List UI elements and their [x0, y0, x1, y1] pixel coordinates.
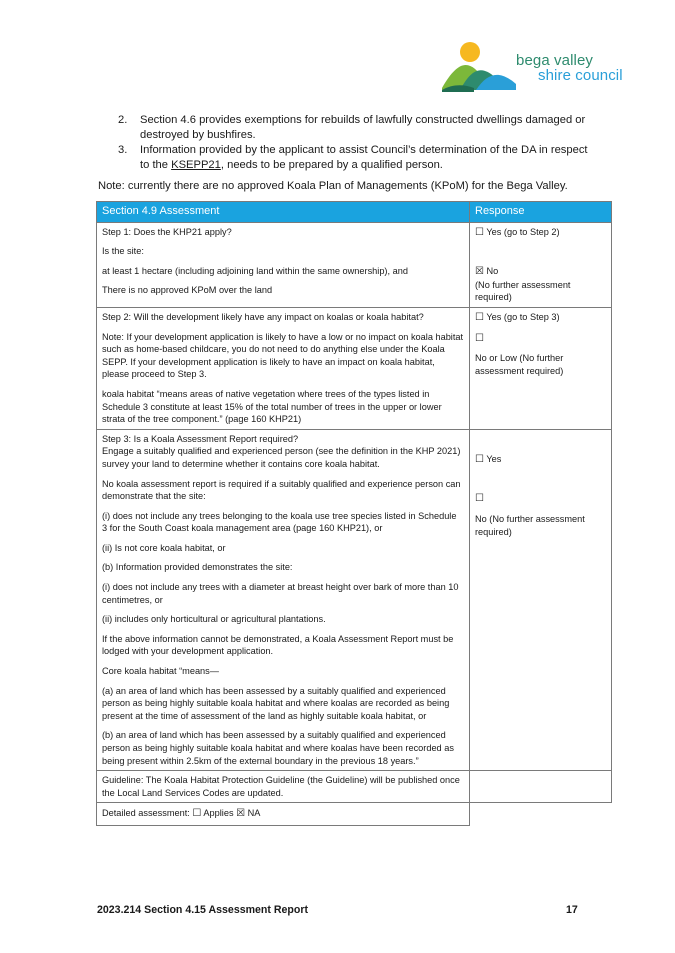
list-number: 2.: [118, 114, 128, 126]
detailed-label: Detailed assessment:: [102, 808, 190, 819]
logo-text-line2: shire council: [538, 67, 623, 84]
step3-no-checkbox[interactable]: ☐: [475, 493, 484, 505]
applies-label: Applies: [203, 808, 234, 819]
list-item: [118, 143, 588, 173]
list-text: Section 4.6 provides exemptions for rebuilds of lawfully constructed dwellings damaged or destroyed by bushfires.: [140, 114, 586, 141]
step3-text: (a) an area of land which has been assessed by a suitably qualified and experienced person as being highly suitable koala habitat and where koalas are recorded as being present at the time of assessment of the land as highly suitable koala habitat, or: [102, 685, 450, 721]
list-text-pre: Information provided by the applicant to assist Council’s determination of the DA in respect to the: [140, 144, 588, 171]
step3-yes-label: Yes: [486, 453, 502, 464]
step1-yes-label: Yes (go to Step 2): [486, 226, 560, 237]
assessment-table: [96, 201, 612, 826]
step3-text: Engage a suitably qualified and experienced person (see the definition in the KHP 2021) survey your land to determine whether it contains core koala habitat.: [102, 446, 461, 469]
step3-text: Core koala habitat “means—: [102, 666, 219, 677]
table-row-step2: [97, 307, 612, 429]
applies-checkbox[interactable]: ☐: [192, 808, 202, 820]
step1-no-checkbox[interactable]: ☒: [475, 266, 484, 278]
step1-text: There is no approved KPoM over the land: [102, 285, 273, 296]
step3-yes-checkbox[interactable]: ☐: [475, 453, 484, 465]
step1-text: Is the site:: [102, 246, 144, 257]
list-number: 3.: [118, 144, 128, 156]
step3-question-cell: [97, 429, 470, 770]
step3-text: No koala assessment report is required if a suitably qualified and experience person can demonstrate that the site:: [102, 478, 461, 502]
step2-definition: koala habitat “means areas of native vegetation where trees of the types listed in Schedule 3 constitute at least 15% of the total number of trees in the upper or lower strata of the tree component.” (page 160 KHP21): [102, 388, 442, 425]
step3-text: (i) does not include any trees with a diameter at breast height over bark of more than 10 centimetres, or: [102, 582, 459, 605]
detailed-response-cell: [470, 803, 612, 826]
table-row-step1: [97, 222, 612, 307]
step2-no-checkbox[interactable]: ☐: [475, 332, 484, 344]
na-label: NA: [247, 808, 261, 819]
step2-question-cell: [97, 307, 470, 429]
step3-text: (b) Information provided demonstrates the site:: [102, 562, 293, 573]
step1-no-label: No: [486, 266, 499, 277]
step3-no-label: No (No further assessment required): [475, 513, 585, 537]
step2-note: Note: If your development application is likely to have a low or no impact on koala habitat such as home-based childcare, you do not need to do anything else under the Koala SEPP. If your development application is likely to have an impact on koala habitat, please proceed to Step 3.: [102, 331, 464, 380]
step1-text: at least 1 hectare (including adjoining land within the same ownership), and: [102, 265, 408, 276]
detailed-assessment-cell: [97, 803, 470, 826]
step2-yes-label: Yes (go to Step 3): [486, 311, 560, 322]
table-row-guideline: [97, 771, 612, 803]
step3-response-cell: [470, 429, 612, 770]
step1-response-cell: [470, 222, 612, 307]
footer-report-title: 2023.214 Section 4.15 Assessment Report: [97, 904, 309, 916]
council-logo: [440, 40, 630, 96]
table-header-row: [97, 202, 612, 223]
note-text: Note: currently there are no approved Koala Plan of Managements (KPoM) for the Bega Valley.: [98, 180, 568, 192]
table-row-step3: [97, 429, 612, 770]
header-response: Response: [470, 202, 612, 223]
step3-text: If the above information cannot be demonstrated, a Koala Assessment Report must be lodged with your development application.: [102, 633, 454, 657]
guideline-response-cell: [470, 771, 612, 803]
step3-text: (b) an area of land which has been assessed by a suitably qualified and experienced person as being highly suitable koala habitat and where koalas have been recorded as being present within 2.5km of the external boundary in the previous 18 years.”: [102, 730, 454, 766]
step3-text: (ii) includes only horticultural or agricultural plantations.: [102, 614, 326, 625]
list-item: [118, 113, 588, 143]
page-number: 17: [566, 904, 578, 916]
step3-text: (i) does not include any trees belonging to the koala use tree species listed in Schedule 3 for the South Coast koala management area (page 160 KHP21), or: [102, 510, 457, 534]
step3-text: (ii) Is not core koala habitat, or: [102, 542, 226, 553]
step2-response-cell: [470, 307, 612, 429]
na-checkbox[interactable]: ☒: [236, 808, 246, 820]
step1-no-note: (No further assessment required): [475, 279, 571, 303]
step1-yes-checkbox[interactable]: ☐: [475, 226, 484, 238]
step3-question: Step 3: Is a Koala Assessment Report required?: [102, 433, 299, 444]
logo-text-line1: bega valley: [516, 52, 593, 69]
step2-no-label: No or Low (No further assessment required): [475, 353, 564, 376]
guideline-cell: Guideline: The Koala Habitat Protection Guideline (the Guideline) will be published once the Local Land Services Codes are updated.: [97, 771, 470, 803]
table-row-detailed: [97, 803, 612, 826]
header-assessment: Section 4.9 Assessment: [97, 202, 470, 223]
step1-question-cell: [97, 222, 470, 307]
numbered-list: [118, 113, 588, 173]
list-text-post: , needs to be prepared by a qualified person.: [220, 159, 443, 171]
ksepp21-link[interactable]: KSEPP21: [171, 159, 221, 171]
step2-question: Step 2: Will the development likely have any impact on koalas or koala habitat?: [102, 311, 424, 322]
step1-question: Step 1: Does the KHP21 apply?: [102, 226, 232, 237]
step2-yes-checkbox[interactable]: ☐: [475, 311, 484, 323]
